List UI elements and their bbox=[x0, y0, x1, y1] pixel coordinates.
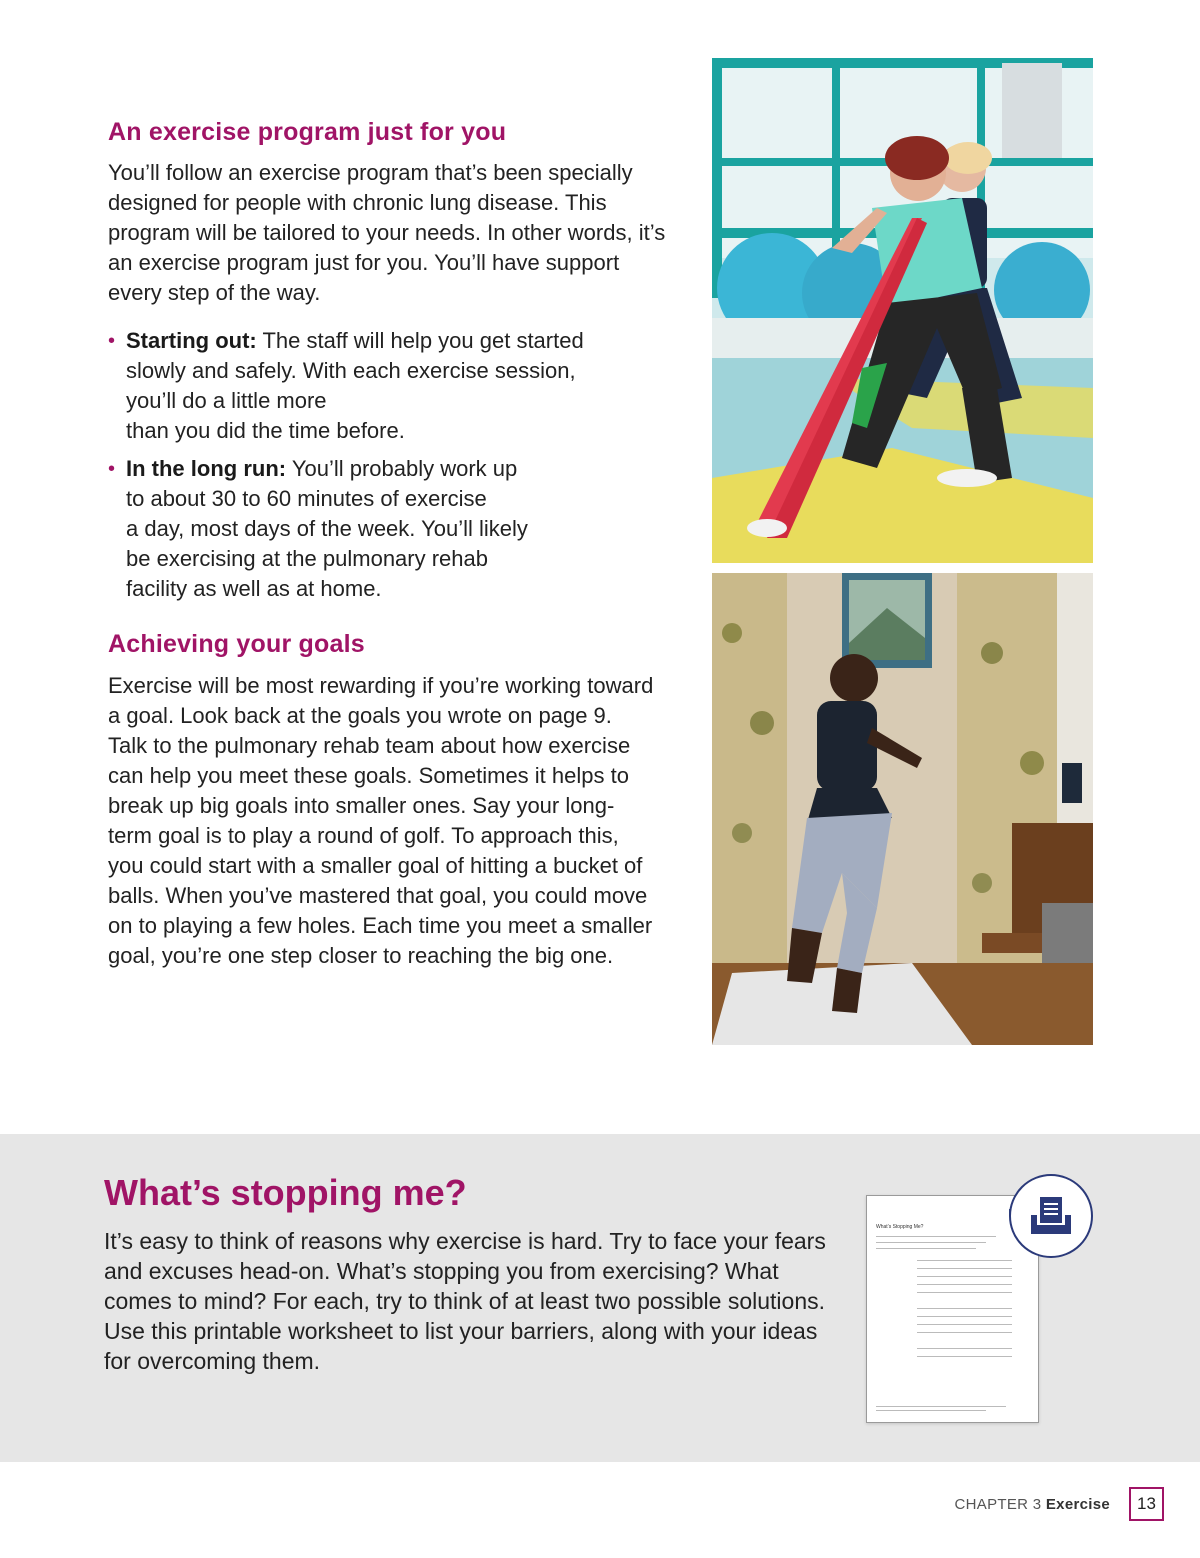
bullet-line: The staff will help you get started bbox=[262, 328, 584, 353]
worksheet-line bbox=[917, 1276, 1012, 1277]
worksheet-line bbox=[917, 1308, 1012, 1309]
worksheet-line bbox=[917, 1284, 1012, 1285]
bullet-label: In the long run: bbox=[126, 456, 287, 481]
gym-exercise-photo bbox=[712, 58, 1093, 563]
bullet-line: a day, most days of the week. You’ll likely bbox=[126, 516, 528, 541]
page-number: 13 bbox=[1129, 1487, 1164, 1521]
bullet-label: Starting out: bbox=[126, 328, 257, 353]
worksheet-line bbox=[917, 1260, 1012, 1261]
worksheet-line bbox=[876, 1236, 996, 1237]
bullet-line: you’ll do a little more bbox=[126, 388, 327, 413]
section-heading-achieving-goals: Achieving your goals bbox=[108, 630, 365, 658]
chapter-footer bbox=[955, 1496, 1110, 1513]
bullet-list bbox=[108, 326, 628, 612]
achieving-goals-paragraph: Exercise will be most rewarding if you’re working toward a goal. Look back at the goals you wrote on page 9. Talk to the pulmonary rehab team about how exercise can help you meet these goals. Sometimes it helps to break up big goals into smaller ones. Say your long-term goal is to play a round of golf. To approach this, you could start with a smaller goal of hitting a bucket of balls. When you’ve mastered that goal, you could move on to playing a few holes. Each time you meet a smaller goal, you’re one step closer to reaching the big one. bbox=[108, 673, 654, 968]
callout-title: What’s stopping me? bbox=[104, 1172, 467, 1213]
worksheet-line bbox=[917, 1316, 1012, 1317]
bullet-line: to about 30 to 60 minutes of exercise bbox=[126, 486, 487, 511]
worksheet-line bbox=[876, 1242, 986, 1243]
bullet-line: be exercising at the pulmonary rehab bbox=[126, 546, 488, 571]
worksheet-line bbox=[917, 1332, 1012, 1333]
worksheet-line bbox=[876, 1406, 1006, 1407]
exercise-program-paragraph: You’ll follow an exercise program that’s been specially designed for people with chronic lung disease. This program will be tailored to your needs. In other words, it’s an exercise program just for you. You’ll have support every step of the way. bbox=[108, 160, 666, 305]
worksheet-line bbox=[876, 1410, 986, 1411]
bullet-dot: • bbox=[108, 458, 116, 480]
worksheet-line bbox=[917, 1292, 1012, 1293]
bullet-line: slowly and safely. With each exercise session, bbox=[126, 358, 576, 383]
worksheet-heading: What’s Stopping Me? bbox=[876, 1224, 924, 1230]
section-heading-exercise-program: An exercise program just for you bbox=[108, 118, 507, 146]
home-exercise-photo bbox=[712, 573, 1093, 1045]
bullet-dot: • bbox=[108, 330, 116, 352]
bullet-starting-out bbox=[108, 326, 628, 446]
worksheet-line bbox=[917, 1268, 1012, 1269]
bullet-line: You’ll probably work up bbox=[291, 456, 518, 481]
bullet-line: than you did the time before. bbox=[126, 418, 405, 443]
chapter-label: CHAPTER 3 bbox=[954, 1496, 1042, 1513]
chapter-name: Exercise bbox=[1045, 1496, 1110, 1513]
worksheet-line bbox=[917, 1348, 1012, 1349]
printable-worksheet-badge[interactable] bbox=[1009, 1174, 1093, 1258]
worksheet-line bbox=[876, 1248, 976, 1249]
callout-text: It’s easy to think of reasons why exercise is hard. Try to face your fears and excuses head-on. What’s stopping you from exercising? What comes to mind? For each, try to think of at least two possible solutions. Use this printable worksheet to list your barriers, along with your ideas for overcoming them. bbox=[104, 1228, 826, 1374]
printer-document-icon bbox=[1028, 1195, 1074, 1237]
bullet-line: facility as well as at home. bbox=[126, 576, 382, 601]
bullet-long-run bbox=[108, 454, 628, 604]
worksheet-line bbox=[917, 1356, 1012, 1357]
worksheet-line bbox=[917, 1324, 1012, 1325]
